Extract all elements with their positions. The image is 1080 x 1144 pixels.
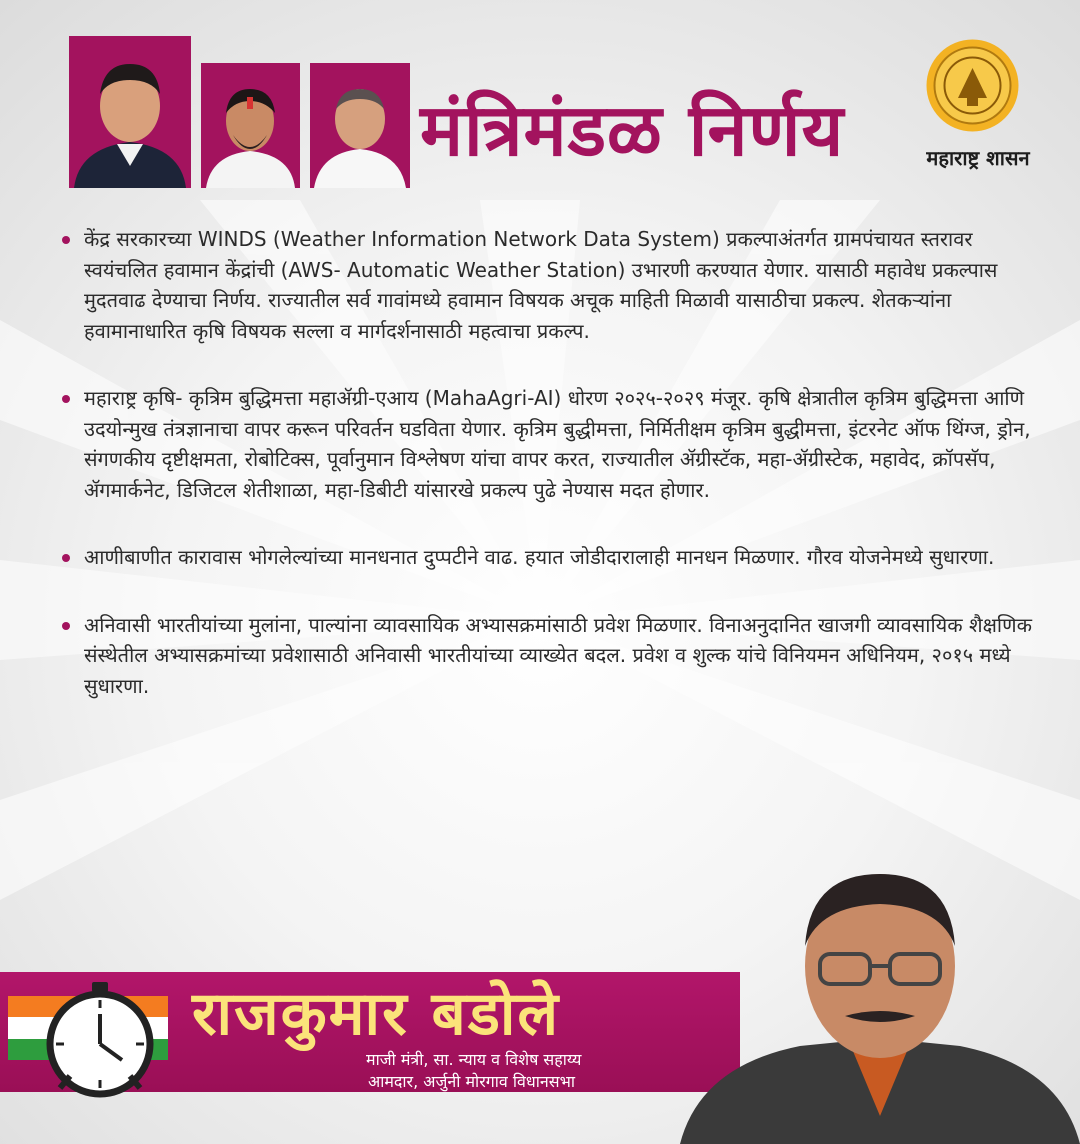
- list-item: [60, 224, 1040, 346]
- decision-list: [60, 224, 1040, 738]
- bullet-icon: [62, 236, 70, 244]
- leader-constituency: आमदार, अर्जुनी मोरगाव विधानसभा: [368, 1072, 575, 1091]
- item-text: आणीबाणीत कारावास भोगलेल्यांच्या मानधनात दुप्पटीने वाढ. हयात जोडीदारालाही मानधन मिळणार. गौरव योजनेमध्ये सुधारणा.: [84, 545, 995, 569]
- leader-portrait: [680, 866, 1080, 1144]
- list-item: [60, 610, 1040, 702]
- emblem-label: महाराष्ट्र शासन: [926, 146, 1030, 170]
- bullet-icon: [62, 554, 70, 562]
- item-text: केंद्र सरकारच्या WINDS (Weather Information Network Data System) प्रकल्पाअंतर्गत ग्रामपंचायत स्तरावर स्वयंचलित हवामान केंद्रांची (AWS- Automatic Weather Station) उभारणी करण्यात येणार. यासाठी महावेध प्रकल्पास मुदतवाढ देण्याचा निर्णय. राज्यातील सर्व गावांमध्ये हवामान विषयक अचूक माहिती मिळावी यासाठीचा प्रकल्प. शेतकऱ्यांना हवामानाधारित कृषि विषयक सल्ला व मार्गदर्शनासाठी महत्वाचा प्रकल्प.: [84, 227, 998, 343]
- bullet-icon: [62, 395, 70, 403]
- clock-icon: [40, 980, 160, 1100]
- leader-designation: माजी मंत्री, सा. न्याय व विशेष सहाय्य: [366, 1050, 582, 1069]
- bullet-icon: [62, 622, 70, 630]
- item-text: महाराष्ट्र कृषि- कृत्रिम बुद्धिमत्ता महाॲग्री-एआय (MahaAgri-AI) धोरण २०२५-२०२९ मंजूर. कृषि क्षेत्रातील कृत्रिम बुद्धिमत्ता आणि उदयोन्मुख तंत्रज्ञानाचा वापर करून परिवर्तन घडविता येणार. कृत्रिम बुद्धीमत्ता, निर्मितीक्षम कृत्रिम बुद्धीमत्ता, इंटरनेट ऑफ थिंग्ज, ड्रोन, संगणकीय दृष्टीक्षमता, रोबोटिक्स, पूर्वानुमान विश्लेषण यांचा वापर करत, राज्यातील ॲग्रीस्टॅक, महा-ॲग्रीस्टेक, महावेद, क्रॉपसॅप, ॲगमार्कनेट, डिजिटल शेतीशाळा, महा-डिबीटी यांसारखे प्रकल्प पुढे नेण्यास मदत होणार.: [84, 386, 1031, 502]
- leader-name: राजकुमार बडोले: [192, 979, 561, 1049]
- page-title: मंत्रिमंडळ निर्णय: [420, 88, 845, 172]
- list-item: [60, 383, 1040, 505]
- leader-photo-3: [310, 63, 410, 188]
- maharashtra-emblem-icon: [925, 38, 1020, 133]
- item-text: अनिवासी भारतीयांच्या मुलांना, पाल्यांना व्यावसायिक अभ्यासक्रमांसाठी प्रवेश मिळणार. विनाअनुदानित खाजगी व्यावसायिक शैक्षणिक संस्थेतील अभ्यासक्रमांच्या प्रवेशासाठी अनिवासी भारतीयांच्या व्याख्येत बदल. प्रवेश व शुल्क यांचे विनियमन अधिनियम, २०१५ मध्ये सुधारणा.: [84, 612, 1032, 698]
- leader-photo-1: [69, 36, 191, 188]
- list-item: [60, 542, 1040, 573]
- leader-photo-2: [201, 63, 300, 188]
